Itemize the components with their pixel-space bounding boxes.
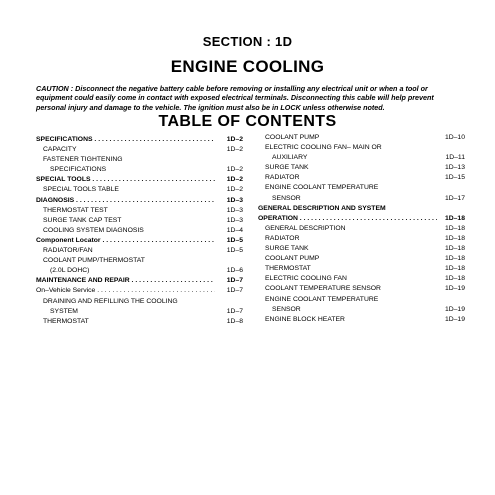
toc-entry-label: ELECTRIC COOLING FAN [265, 275, 347, 283]
toc-entry-label: RADIATOR [265, 174, 300, 182]
toc-entry-label: SENSOR [272, 194, 301, 202]
toc-entry-label: COOLANT PUMP [265, 134, 320, 141]
toc-entry [258, 225, 465, 233]
toc-entry-page: 1D–18 [444, 275, 465, 283]
toc-entry [258, 275, 465, 283]
toc-entry [36, 287, 243, 295]
toc-entry-label: GENERAL DESCRIPTION [265, 224, 346, 232]
toc-entry [36, 166, 243, 174]
toc-entry-page: 1D–4 [226, 226, 243, 234]
toc-entry-label: (2.0L DOHC) [50, 267, 90, 275]
toc-entry-label: THERMOSTAT [265, 265, 311, 273]
toc-entry [258, 296, 465, 304]
toc-entry [258, 306, 465, 314]
toc-entry [36, 186, 243, 194]
toc-entry-page: 1D–2 [226, 136, 243, 143]
toc-entry-label: COOLANT TEMPERATURE SENSOR [265, 285, 381, 293]
toc-entry [36, 176, 243, 184]
toc-entry-page: 1D–19 [444, 305, 465, 313]
toc-entry [258, 174, 465, 182]
toc-entry [258, 154, 465, 162]
page-title: ENGINE COOLING [170, 57, 325, 76]
toc-entry [36, 207, 243, 215]
toc-entry-page: 1D–10 [444, 134, 465, 141]
toc-entry-page: 1D–19 [444, 315, 465, 323]
toc-entry [36, 267, 243, 275]
toc-entry-page: 1D–2 [226, 146, 243, 154]
toc-entry [36, 318, 243, 326]
toc-entry-label: RADIATOR [265, 234, 300, 242]
toc-entry-page: 1D–18 [444, 265, 465, 273]
toc-entry-page: 1D–2 [226, 176, 243, 184]
toc-entry [258, 144, 465, 152]
toc-entry-page: 1D–3 [226, 216, 243, 224]
toc-entry-label: COOLING SYSTEM DIAGNOSIS [43, 226, 144, 234]
toc-entry-page: 1D–5 [226, 236, 243, 244]
toc-entry [258, 134, 465, 142]
toc-entry-page: 1D–15 [444, 174, 465, 182]
toc-entry-page: 1D–6 [226, 267, 243, 275]
toc-entry-label: DIAGNOSIS . . . [36, 197, 215, 205]
toc-entry-page: 1D–19 [444, 285, 465, 293]
toc-entry [36, 308, 243, 316]
toc-entry [258, 245, 465, 253]
toc-entry-label: ENGINE BLOCK HEATER [265, 315, 345, 323]
toc-entry [36, 136, 243, 144]
section-label: SECTION : 1D [202, 34, 293, 49]
toc-entry-label: CAPACITY [43, 146, 77, 154]
toc-entry-label: SPECIAL TOOLS TABLE [43, 186, 119, 194]
toc-entry-page: 1D–18 [444, 234, 465, 242]
toc-entry [258, 195, 465, 203]
toc-entry [258, 205, 465, 213]
toc-entry-label: On–Vehicle Service . . . [36, 287, 215, 295]
toc-entry-page: 1D–18 [444, 214, 465, 222]
toc-entry-label: SPECIFICATIONS . . . [36, 136, 215, 144]
toc-entry [36, 156, 243, 164]
toc-entry-label: DRAINING AND REFILLING THE COOLING [43, 297, 178, 305]
toc-entry-label: RADIATOR/FAN [43, 247, 93, 255]
toc-entry-label: OPERATION . . . [258, 215, 437, 223]
toc-entry-label: SENSOR [272, 305, 301, 313]
toc-entry [36, 146, 243, 154]
toc-entry-label: SURGE TANK [265, 245, 309, 253]
toc-heading: TABLE OF CONTENTS [158, 113, 337, 130]
toc-entry [36, 247, 243, 255]
toc-entry-label: COOLANT PUMP/THERMOSTAT [43, 257, 145, 265]
toc-entry [258, 316, 465, 324]
toc-entry [36, 197, 243, 205]
toc-entry-label: ENGINE COOLANT TEMPERATURE [265, 184, 379, 192]
toc-entry-page: 1D–7 [226, 277, 243, 285]
toc-entry-label: GENERAL DESCRIPTION AND SYSTEM [258, 204, 386, 212]
toc-entry-page: 1D–2 [226, 166, 243, 174]
toc-entry-page: 1D–17 [444, 194, 465, 202]
toc-entry-label: SPECIAL TOOLS . . . [36, 176, 215, 184]
toc-entry-label: SURGE TANK CAP TEST [43, 216, 122, 224]
toc-left-column [36, 134, 243, 328]
toc-entry-label: AUXILIARY [272, 154, 308, 162]
toc-entry-label: FASTENER TIGHTENING [43, 156, 123, 164]
toc-entry [36, 298, 243, 306]
toc-entry-page: 1D–8 [226, 317, 243, 325]
toc-entry [258, 255, 465, 263]
toc-right-column [258, 134, 465, 326]
toc-entry-page: 1D–5 [226, 247, 243, 255]
toc-entry-label: ELECTRIC COOLING FAN– MAIN OR [265, 144, 382, 152]
toc-entry-label: SPECIFICATIONS [50, 166, 107, 174]
toc-entry [36, 277, 243, 285]
toc-entry-label: THERMOSTAT [43, 317, 89, 325]
toc-entry-page: 1D–18 [444, 224, 465, 232]
toc-entry-page: 1D–7 [226, 307, 243, 315]
toc-entry [258, 285, 465, 293]
caution-note: CAUTION : Disconnect the negative battery cable before removing or installing any electrical unit or when a tool or equipment could easily come in contact with exposed electrical terminals. Disconnecting this cable will help prevent personal injury and damage to the vehicle. The ignition must also be in LOCK unless otherwise noted. [36, 84, 434, 112]
toc-entry [258, 235, 465, 243]
toc-entry-label: ENGINE COOLANT TEMPERATURE [265, 295, 379, 303]
toc-entry-page: 1D–18 [444, 245, 465, 253]
toc-entry [36, 257, 243, 265]
toc-entry-label: SURGE TANK [265, 164, 309, 172]
toc-entry [258, 184, 465, 192]
toc-entry-label: COOLANT PUMP [265, 255, 320, 263]
toc-entry-page: 1D–18 [444, 255, 465, 263]
toc-entry [258, 265, 465, 273]
toc-entry-page: 1D–2 [226, 186, 243, 194]
toc-entry-page: 1D–7 [226, 287, 243, 295]
toc-entry [36, 217, 243, 225]
toc-entry-page: 1D–13 [444, 164, 465, 172]
toc-entry-page: 1D–11 [445, 154, 465, 162]
toc-entry [36, 227, 243, 235]
toc-entry-label: MAINTENANCE AND REPAIR . . . [36, 277, 215, 285]
toc-entry [258, 164, 465, 172]
toc-entry [36, 237, 243, 245]
toc-entry-page: 1D–3 [226, 206, 243, 214]
toc-entry-label: SYSTEM [50, 307, 78, 315]
toc-entry [258, 215, 465, 223]
toc-entry-label: THERMOSTAT TEST [43, 206, 108, 214]
toc-entry-page: 1D–3 [226, 196, 243, 204]
toc-entry-label: Component Locator . . . [36, 237, 215, 245]
